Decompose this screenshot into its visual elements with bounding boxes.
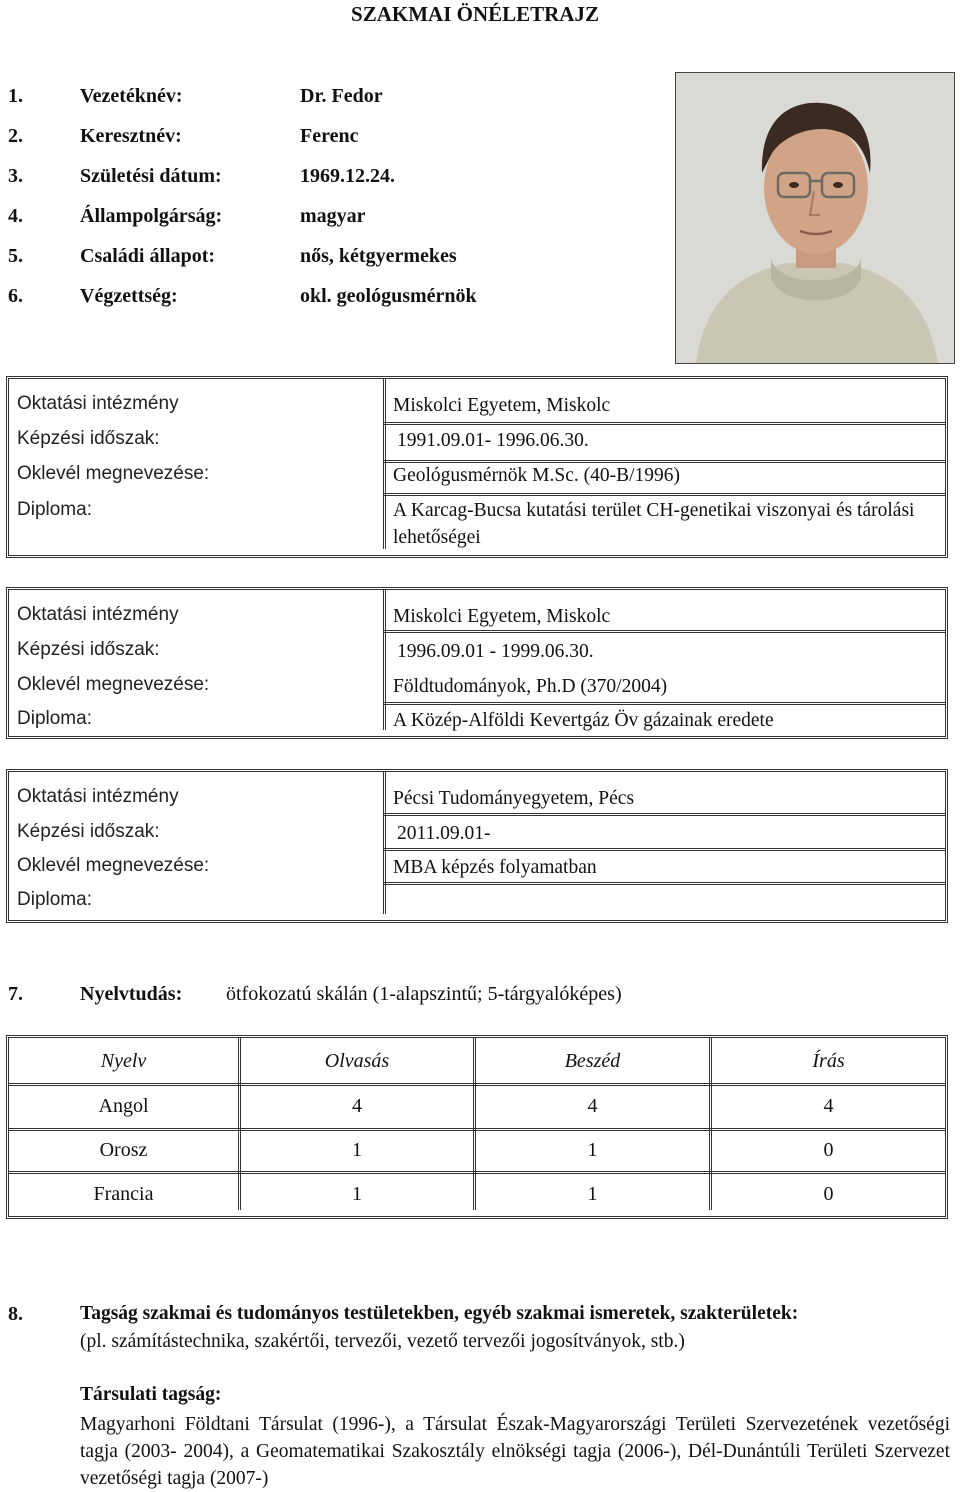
diploma-value: A Karcag-Bucsa kutatási terület CH-genetikai viszonyai és tárolási lehetőségei xyxy=(393,500,915,548)
degree-value: Geológusmérnök M.Sc. (40-B/1996) xyxy=(393,465,681,486)
table-cell: 1 xyxy=(587,1183,598,1205)
period-label: Képzési időszak: xyxy=(17,639,160,660)
period-label: Képzési időszak: xyxy=(17,821,160,842)
table-cell: 1 xyxy=(352,1139,362,1161)
period-value: 1991.09.01- 1996.06.30. xyxy=(397,430,589,451)
marital-status-value: nős, kétgyermekes xyxy=(300,245,457,267)
education-block-1 xyxy=(6,376,948,558)
personal-row-num: 1. xyxy=(8,85,23,107)
table-cell: 1 xyxy=(352,1183,362,1205)
section-7-num: 7. xyxy=(8,983,23,1005)
table-cell: 4 xyxy=(352,1095,362,1117)
birth-date-label: Születési dátum: xyxy=(80,165,222,187)
degree-label: Oklevél megnevezése: xyxy=(17,674,210,695)
table-cell: 1 xyxy=(587,1139,598,1161)
personal-row-num: 2. xyxy=(8,125,23,147)
table-cell: Francia xyxy=(93,1183,154,1205)
citizenship-value: magyar xyxy=(300,205,366,227)
languages-scale: ötfokozatú skálán (1-alapszintű; 5-tárgyalóképes) xyxy=(226,983,622,1005)
given-name-label: Keresztnév: xyxy=(80,125,182,147)
personal-row-num: 5. xyxy=(8,245,23,267)
section-8-heading: Tagság szakmai és tudományos testületekben, egyéb szakmai ismeretek, szakterületek: xyxy=(80,1303,799,1324)
institution-label: Oktatási intézmény xyxy=(17,786,179,807)
personal-row-num: 4. xyxy=(8,205,23,227)
personal-row-num: 3. xyxy=(8,165,23,187)
table-cell: Orosz xyxy=(99,1139,148,1161)
col-header-reading: Olvasás xyxy=(324,1050,390,1072)
surname-value: Dr. Fedor xyxy=(300,85,383,107)
table-cell: 0 xyxy=(823,1183,834,1205)
membership-label: Társulati tagság: xyxy=(80,1384,222,1405)
section-8-num: 8. xyxy=(8,1303,23,1325)
col-header-speaking: Beszéd xyxy=(564,1050,621,1072)
degree-value: Földtudományok, Ph.D (370/2004) xyxy=(393,676,668,697)
personal-row-num: 6. xyxy=(8,285,23,307)
institution-label: Oktatási intézmény xyxy=(17,604,179,625)
col-header-writing: Írás xyxy=(812,1050,845,1072)
given-name-value: Ferenc xyxy=(300,125,359,147)
education-block-2 xyxy=(6,587,948,739)
diploma-value: A Közép-Alföldi Kevertgáz Öv gázainak eredete xyxy=(393,710,774,731)
surname-label: Vezetéknév: xyxy=(80,85,183,107)
diploma-label: Diploma: xyxy=(17,889,92,910)
institution-label: Oktatási intézmény xyxy=(17,393,179,414)
diploma-label: Diploma: xyxy=(17,499,92,520)
portrait-illustration xyxy=(676,73,954,363)
qualification-value: okl. geológusmérnök xyxy=(300,285,477,307)
marital-status-label: Családi állapot: xyxy=(80,245,216,267)
table-cell: 4 xyxy=(587,1095,598,1117)
membership-text: Magyarhoni Földtani Társulat (1996-), a Társulat Észak-Magyarországi Területi Szervezetének vezetőségi tagja (2003- 2004), a Geomatematikai Szakosztály elnökségi tagja (2006-), Dél-Dunántúli Területi Szervezet vezetőségi tagja (2007-) xyxy=(80,1414,950,1489)
languages-label: Nyelvtudás: xyxy=(80,983,183,1005)
period-value: 2011.09.01- xyxy=(397,823,491,844)
degree-label: Oklevél megnevezése: xyxy=(17,463,210,484)
degree-value: MBA képzés folyamatban xyxy=(393,857,597,878)
period-value: 1996.09.01 - 1999.06.30. xyxy=(397,641,594,662)
language-table xyxy=(6,1035,948,1219)
education-block-3 xyxy=(6,769,948,923)
section-8-subtext: (pl. számítástechnika, szakértői, tervezői, vezető tervezői jogosítványok, stb.) xyxy=(80,1331,685,1352)
qualification-label: Végzettség: xyxy=(80,285,178,307)
col-header-language: Nyelv xyxy=(100,1050,147,1072)
table-cell: 4 xyxy=(823,1095,834,1117)
diploma-label: Diploma: xyxy=(17,708,92,729)
table-cell: 0 xyxy=(823,1139,834,1161)
period-label: Képzési időszak: xyxy=(17,428,160,449)
birth-date-value: 1969.12.24. xyxy=(300,165,395,187)
institution-value: Pécsi Tudományegyetem, Pécs xyxy=(393,788,635,809)
document-title: SZAKMAI ÖNÉLETRAJZ xyxy=(351,2,599,26)
citizenship-label: Állampolgárság: xyxy=(80,205,223,227)
institution-value: Miskolci Egyetem, Miskolc xyxy=(393,395,611,416)
portrait-photo xyxy=(675,72,955,364)
institution-value: Miskolci Egyetem, Miskolc xyxy=(393,606,611,627)
degree-label: Oklevél megnevezése: xyxy=(17,855,210,876)
table-cell: Angol xyxy=(98,1095,149,1117)
